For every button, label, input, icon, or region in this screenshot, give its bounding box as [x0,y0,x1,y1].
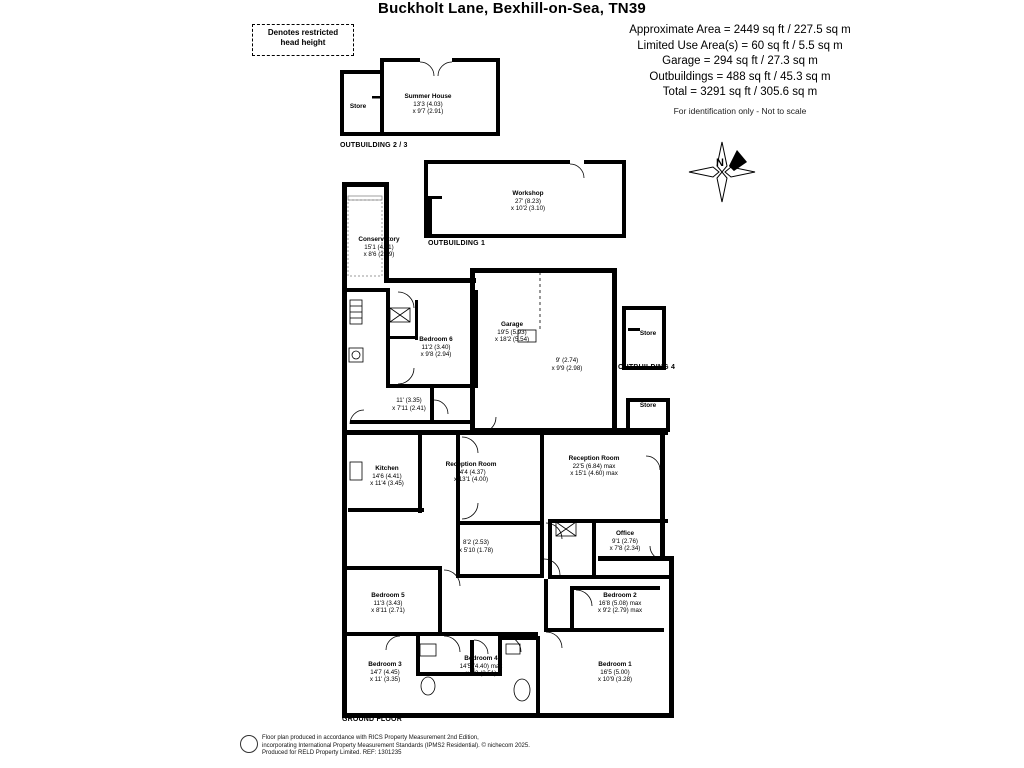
room-label [598,530,652,553]
svg-text:N: N [716,157,724,169]
room-label [634,402,662,410]
room-dimension: 16'8 (5.08) max [598,599,642,607]
room-label [586,661,644,684]
room-name: Garage [500,321,524,328]
identification-note: For identification only - Not to scale [673,105,807,116]
footer-line-1: Floor plan produced in accordance with RICS Property Measurement 2nd Edition, [262,735,479,741]
room-label [546,455,642,478]
room-dimension: x 11'4 (3.45) [370,480,404,488]
room-dimension: x 18'2 (5.54) [494,336,530,344]
room-label [357,661,413,684]
area-line-approximate: Approximate Area = 2449 sq ft / 227.5 sq m [629,24,851,36]
footer-line-3: Produced for RELD Property Limited. REF: 1301235 [262,750,402,757]
room-dimension: 27' (8.23) [515,197,541,205]
room-label [360,592,416,615]
room-name: Summer House [404,93,452,100]
room-dimension: 22'5 (6.84) max [572,462,616,470]
section-label-outbuilding-23: OUTBUILDING 2 / 3 [340,142,408,149]
room-name: Office [615,530,635,537]
room-label [432,461,510,484]
room-dimension: x 9'8 (2.94) [420,351,452,359]
room-label [584,592,656,615]
room-label [405,336,467,359]
room-dimension: x 9'2 (2.79) max [597,607,643,615]
property-address: Buckholt Lane, Bexhill-on-Sea, TN39 [378,0,646,17]
room-name: Reception Room [445,461,497,468]
room-dimension: x 10'2 (3.10) [510,205,546,213]
footer-line-2: incorporating International Property Measurement Standards (IPMS2 Residential). © nichecom 2025. [262,742,530,749]
room-dimension: 19'5 (5.93) [497,328,527,336]
area-line-limited-use: Limited Use Area(s) = 60 sq ft / 5.5 sq m [637,39,843,52]
room-label [490,190,566,213]
room-dimension: 9' (2.74) [555,357,579,364]
room-name: Conservatory [358,236,400,243]
room-name: Bedroom 6 [419,336,453,343]
room-name: Bedroom 5 [371,592,405,599]
room-label [480,321,544,344]
room-dimension: 15'1 (4.61) [364,243,394,251]
room-label [383,397,435,412]
room-dimension: 9'1 (2.76) [612,537,638,545]
room-dimension: 14'5 (4.40) max [459,662,503,670]
room-name: Kitchen [375,465,399,472]
room-label [388,93,468,116]
section-label-outbuilding-4: OUTBUILDING 4 [618,364,676,371]
room-dimension: x 8'6 (2.59) [363,251,395,259]
room-dimension: 8'2 (2.53) [463,539,489,546]
room-dimension: x 8'11 (2.71) [371,607,405,615]
room-dimension: 11'3 (3.43) [373,599,403,607]
room-dimension: 14'7 (4.45) [370,668,400,676]
room-label [634,330,662,338]
room-dimension: 16'5 (5.00) [600,668,630,676]
room-dimension: x 9'9 (2.98) [551,364,583,372]
room-dimension: x 15'1 (4.60) max [570,470,618,478]
room-dimension: 11' (3.35) [396,397,422,404]
room-name: Store [639,402,657,409]
room-name: Bedroom 2 [603,592,637,599]
area-line-garage: Garage = 294 sq ft / 27.3 sq m [662,55,818,67]
room-dimension: x 5'10 (1.78) [458,546,494,554]
room-dimension: x 11' (3.35) [369,676,401,684]
room-dimension: x 9'7 (2.91) [412,108,444,116]
room-label [452,539,500,554]
room-dimension: 14'6 (4.41) [372,472,402,480]
room-dimension: 14'4 (4.37) [456,468,486,476]
room-name: Store [349,103,367,110]
room-label [345,236,413,259]
room-dimension: 11'2 (3.40) [421,343,451,351]
room-label [358,465,416,488]
room-label [543,357,591,372]
room-name: Bedroom 1 [598,661,632,668]
room-dimension: x 7'8 (2.34) [609,545,641,553]
section-label-ground-floor: GROUND FLOOR [342,716,402,723]
room-dimension: x 10'9 (3.28) [597,676,633,684]
room-name: Bedroom 4 [464,655,498,662]
room-dimension: 13'3 (4.03) [413,100,443,108]
room-dimension: x 7'11 (2.41) [392,404,426,412]
room-name: Store [639,330,657,337]
room-label [450,655,512,678]
room-name: Workshop [512,190,544,197]
room-dimension: x 8'3 (2.51) [465,670,497,678]
footer-disclaimer [240,735,660,758]
room-dimension: x 13'1 (4.00) [453,476,489,484]
room-label [345,103,371,111]
area-line-outbuildings: Outbuildings = 488 sq ft / 45.3 sq m [649,70,831,83]
info-icon [240,735,258,753]
area-line-total: Total = 3291 sq ft / 305.6 sq m [662,86,818,98]
section-label-outbuilding-1: OUTBUILDING 1 [428,240,486,247]
room-name: Bedroom 3 [368,661,402,668]
restricted-head-height-label: Denotes restricted head height [267,28,339,47]
room-name: Reception Room [568,455,620,462]
